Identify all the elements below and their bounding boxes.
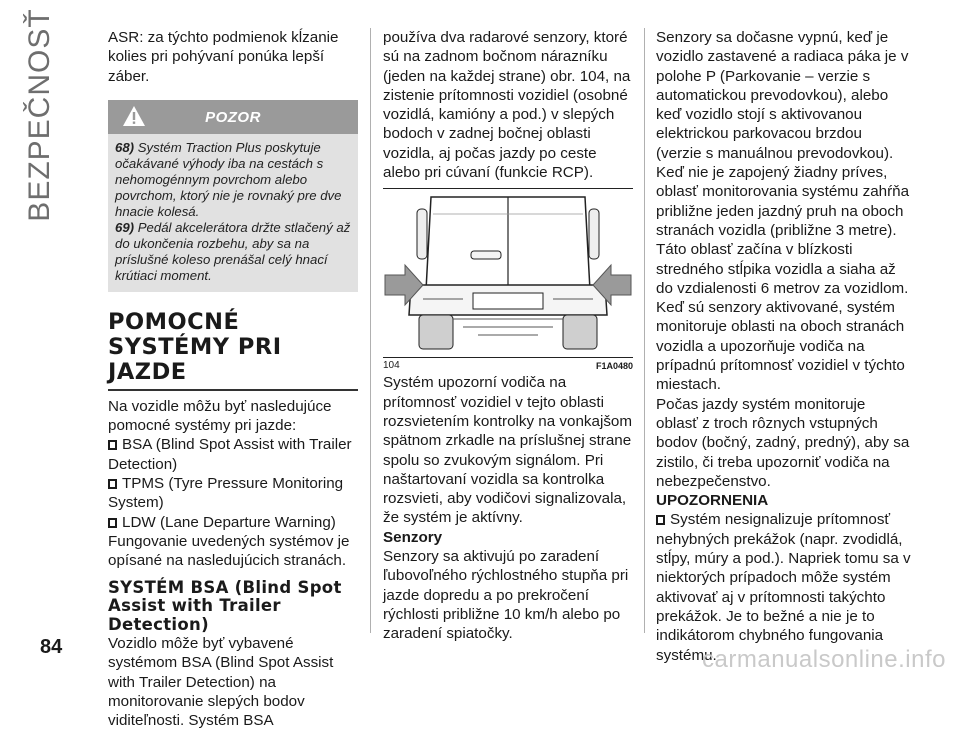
column-1 bbox=[108, 28, 358, 731]
bullet-square-icon bbox=[656, 515, 665, 525]
figure-number: 104 bbox=[383, 360, 400, 372]
subsection-heading: SYSTÉM BSA (Blind Spot Assist with Trailer Detection) bbox=[108, 577, 342, 634]
bullet-square-icon bbox=[108, 440, 117, 450]
list-item: BSA (Blind Spot Assist with Trailer Detection) bbox=[108, 436, 352, 473]
warning-label: POZOR bbox=[205, 108, 261, 126]
paragraph: Vozidlo môže byť vybavené systémom BSA (Blind Spot Assist with Trailer Detection) na monitorovanie slepých bodov viditeľnosti. Systém BSA bbox=[108, 635, 334, 730]
list-item: LDW (Lane Departure Warning) bbox=[108, 513, 358, 532]
paragraph: Táto oblasť začína v blízkosti stredného stĺpika vozidla a siaha až do vzdialenosti 6 metrov za vozidlom. bbox=[656, 241, 909, 297]
warning-item: 69) Pedál akcelerátora držte stlačený až do ukončenia rozbehu, aby sa na príslušné koleso prenášal celý hnací krútiaci moment. bbox=[115, 219, 351, 283]
paragraph: Počas jazdy systém monitoruje oblasť z troch rôznych vstupných bodov (bočný, zadný, predný), aby sa zistilo, či treba upozorniť vodiča na nebezpečenstvo. bbox=[656, 395, 910, 490]
paragraph: Keď nie je zapojený žiadny príves, oblasť monitorovania systému zahŕňa približne jeden jazdný pruh na oboch stranách vozidla (približne 3 metre). bbox=[656, 164, 910, 239]
paragraph: Systém upozorní vodiča na prítomnosť vozidiel v tejto oblasti rozsvietením kontrolky na vonkajšom spätnom zrkadle na príslušnej strane spolu so zvukovým signálom. Pri naštartovaní vozidla sa kontrolka rozsvieti, aby vodičovi signalizovala, že systém je aktívny. bbox=[383, 374, 633, 527]
watermark: carmanualsonline.info bbox=[702, 646, 946, 673]
intro-paragraph: ASR: za týchto podmienok kĺzanie kolies pri pohývaní ponúka lepší záber. bbox=[108, 29, 339, 85]
paragraph: Keď sú senzory aktivované, systém monitoruje oblasti na oboch stranách vozidla a upozorňuje vodiča na prípadnú prítomnosť vozidiel v týchto miestach. bbox=[656, 299, 905, 394]
figure-code: F1A0480 bbox=[595, 361, 633, 372]
subsection-heading: Senzory bbox=[383, 528, 443, 546]
column-3 bbox=[656, 28, 911, 665]
section-heading: POMOCNÉ SYSTÉMY PRI JAZDE bbox=[108, 308, 282, 385]
paragraph: Fungovanie uvedených systémov je opísané na nasledujúcich stranách. bbox=[108, 532, 350, 570]
bullet-list bbox=[108, 435, 358, 531]
list-item: TPMS (Tyre Pressure Monitoring System) bbox=[108, 475, 344, 512]
page-number: 84 bbox=[40, 636, 63, 658]
paragraph: Senzory sa aktivujú po zaradení ľubovoľného rýchlostného stupňa pri jazde dopredu a po prekročení rýchlosti približne 10 km/h alebo po zaradení spiatočky. bbox=[383, 548, 629, 643]
list-item: Systém nesignalizuje prítomnosť nehybných prekážok (napr. zvodidlá, stĺpy, múry a pod.). Napriek tomu sa v niektorých prípadoch môže systém aktivovať aj v prítomnosti takýchto prekážok. Je to bežné a nie je to indikátorom chybného fungovania systému. bbox=[656, 511, 911, 664]
column-2 bbox=[383, 28, 633, 644]
lead-paragraph: Na vozidle môžu byť nasledujúce pomocné systémy pri jazde: bbox=[108, 397, 332, 435]
bullet-square-icon bbox=[108, 479, 117, 489]
warning-body bbox=[108, 134, 358, 292]
paragraph: používa dva radarové senzory, ktoré sú na zadnom bočnom nárazníku (jeden na každej strane) obr. 104, na zistenie prítomnosti vozidiel (osobné vozidlá, kamióny a pod.) v slepých bodoch v zadnej bočnej oblasti vozidla, aj počas jazdy po ceste alebo pri cúvaní (funkcie RCP). bbox=[383, 29, 631, 182]
figure-caption bbox=[383, 358, 633, 373]
column-divider bbox=[644, 28, 645, 633]
heading-rule bbox=[108, 389, 358, 391]
subsection-heading: UPOZORNENIA bbox=[656, 492, 769, 510]
van-rear-illustration bbox=[383, 189, 633, 357]
warning-header bbox=[108, 100, 358, 134]
paragraph: Senzory sa dočasne vypnú, keď je vozidlo zastavené a radiaca páka je v polohe P (Parkovanie – verzie s automatickou prevodovkou), alebo keď vozidlo stojí s aktivovanou elektrickou parkovacou brzdou (verzie s manuálnou prevodovkou). bbox=[656, 29, 909, 162]
column-divider bbox=[370, 28, 371, 633]
warning-item: 68) Systém Traction Plus poskytuje očakávané výhody iba na cestách s nehomogénnym povrchom alebo povrchom, ktorý nie je rovnaký pre dve hnacie kolesá. bbox=[115, 139, 342, 219]
section-title: BEZPEČNOSŤ bbox=[23, 8, 56, 222]
figure-104 bbox=[383, 188, 633, 358]
bullet-square-icon bbox=[108, 518, 117, 528]
